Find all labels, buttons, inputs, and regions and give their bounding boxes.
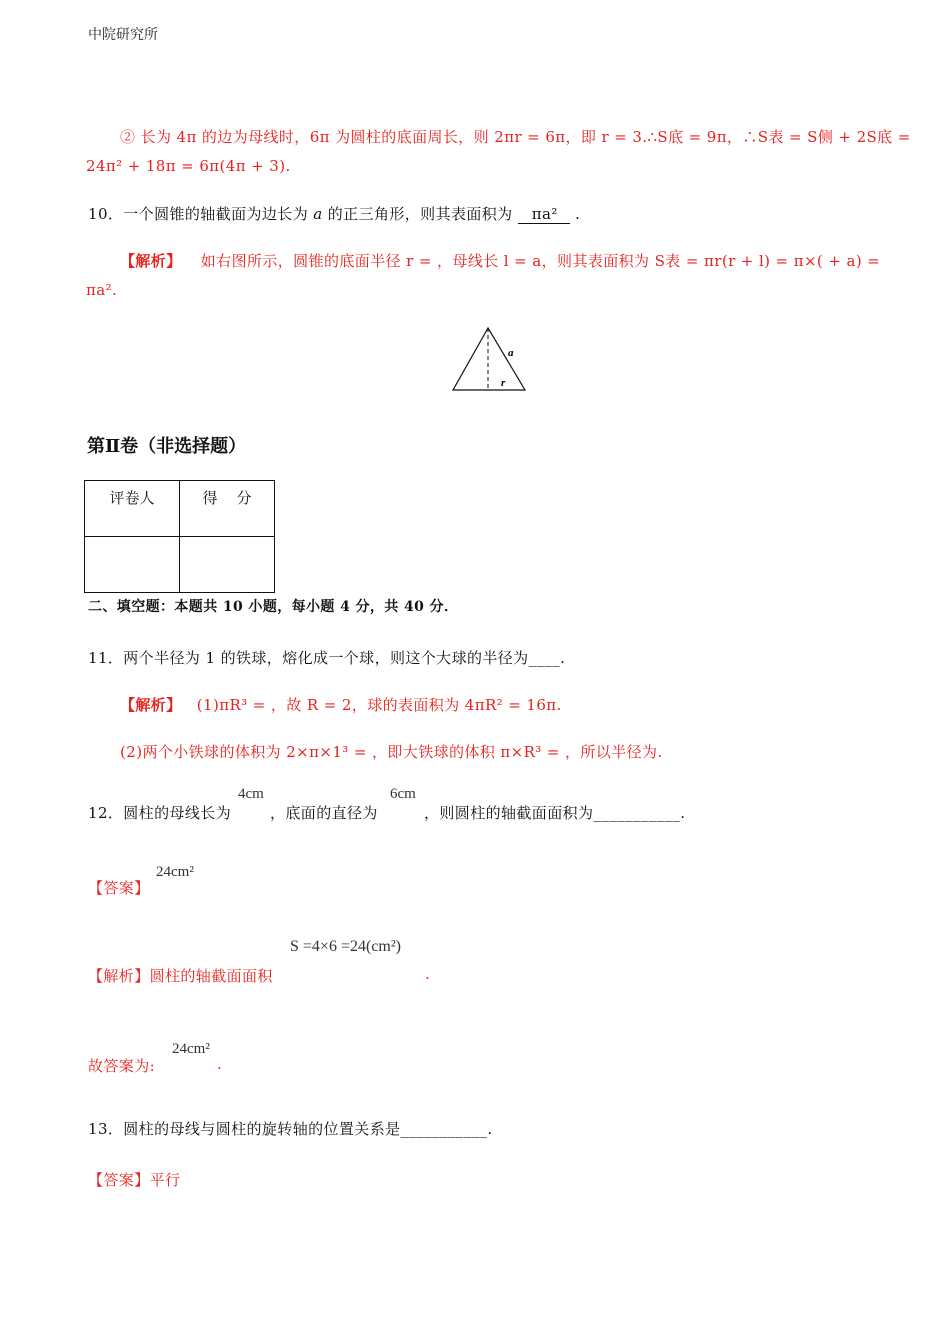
q10-answer: πa² — [518, 205, 570, 224]
q12-formula: S =4×6 =24(cm²) — [290, 938, 401, 955]
score-table-header-score: 得 分 — [180, 481, 275, 537]
q11-analysis-tag: 【解析】 — [120, 696, 182, 714]
q12-question-end: ，则圆柱的轴截面面积为___________. — [424, 804, 686, 822]
q10-analysis-text: 如右图所示，圆锥的底面半径 r = ，母线长 l = a，则其表面积为 S表 = πr(r + l) = π×( + a) = — [200, 252, 881, 270]
label-a: a — [508, 347, 514, 359]
q12-analysis — [88, 965, 273, 986]
q10-question-var: a — [313, 205, 323, 223]
q12-conclusion: 故答案为: — [88, 1057, 156, 1075]
q12-length-value: 4cm — [238, 786, 264, 802]
q12-answer-tag: 【答案】 — [88, 879, 150, 897]
q13-answer — [88, 1169, 180, 1190]
cone-section-figure — [450, 326, 530, 394]
q12-question-pre: 12．圆柱的母线长为 — [88, 804, 232, 822]
q12-analysis-end: . — [425, 965, 431, 983]
q9-continuation-line1: ② 长为 4π 的边为母线时，6π 为圆柱的底面周长，则 2πr = 6π，即 r = 3.∴S底 = 9π，∴S表 = S侧 + 2S底 = — [120, 128, 911, 146]
section-title: 第Ⅱ卷（非选择题） — [87, 436, 247, 457]
q13-question: 13．圆柱的母线与圆柱的旋转轴的位置关系是___________. — [88, 1120, 493, 1138]
q12-analysis-tag: 【解析】 — [88, 967, 150, 985]
q12-question-mid: ，底面的直径为 — [270, 804, 378, 822]
q10-analysis-line2: πa². — [86, 281, 118, 299]
q12-analysis-text: 圆柱的轴截面面积 — [149, 967, 273, 985]
q11-analysis-line1 — [120, 694, 562, 715]
score-table-cell-grader — [85, 537, 180, 593]
q11-analysis-text: (1)πR³ = ，故 R = 2，球的表面积为 4πR² = 16π. — [196, 696, 562, 714]
q13-answer-value: 平行 — [149, 1171, 181, 1189]
page-header: 中院研究所 — [88, 27, 158, 43]
q10-question-pre: 10．一个圆锥的轴截面为边长为 — [88, 205, 309, 223]
q10-analysis-line1 — [120, 250, 880, 271]
score-table-header-grader: 评卷人 — [85, 481, 180, 537]
q10-analysis-tag: 【解析】 — [120, 252, 182, 270]
q10-question-end: . — [574, 205, 581, 223]
q12-conclusion-value: 24cm² — [172, 1041, 210, 1057]
q10-question-mid: 的正三角形，则其表面积为 — [327, 205, 513, 223]
q10-question — [88, 203, 580, 224]
q9-continuation-line2: 24π² + 18π = 6π(4π + 3). — [86, 157, 291, 175]
label-r: r — [501, 377, 506, 389]
score-table — [84, 480, 275, 593]
q11-question: 11．两个半径为 1 的铁球，熔化成一个球，则这个大球的半径为____. — [88, 649, 566, 667]
q12-answer-value: 24cm² — [156, 864, 194, 880]
triangle-shape — [453, 328, 525, 390]
score-table-cell-score — [180, 537, 275, 593]
q13-answer-tag: 【答案】 — [88, 1171, 150, 1189]
q12-diameter-value: 6cm — [390, 786, 416, 802]
q11-analysis-line2: (2)两个小铁球的体积为 2×π×1³ = ，即大铁球的体积 π×R³ = ，所以半径为. — [120, 743, 663, 761]
section-heading: 二、填空题：本题共 10 小题，每小题 4 分，共 40 分． — [88, 599, 459, 615]
q12-conclusion-end: . — [217, 1055, 223, 1073]
